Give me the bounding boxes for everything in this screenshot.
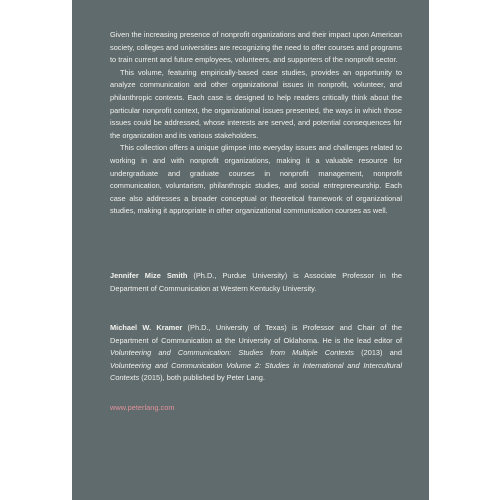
author-bio-kramer: [110, 322, 402, 385]
author-bio-text: (2015), both published by Peter Lang.: [139, 373, 265, 383]
description-paragraph: Given the increasing presence of nonprofit organizations and their impact upon American society, colleges and universities are recognizing the need to offer courses and programs to train current and future employees, volunteers, and supporters of the nonprofit sector.: [110, 30, 402, 65]
author-bio-smith: [110, 270, 402, 295]
author-name: Michael W. Kramer: [110, 323, 183, 332]
publisher-url[interactable]: www.peterlang.com: [110, 403, 175, 412]
book-title: Volunteering and Communication: Studies from Multiple Contexts: [110, 348, 354, 358]
author-bio-text: (2013) and: [353, 348, 402, 358]
author-bio-text: (Ph.D., Purdue University) is Associate Professor in the Department of Communication at Western Kentucky University.: [110, 271, 402, 293]
author-name: Jennifer Mize Smith: [110, 271, 188, 280]
back-cover: [72, 0, 429, 500]
book-title: Volunteering and Communication Volume 2: Studies in International and Intercultural Contexts: [110, 360, 402, 383]
description-paragraph: This collection offers a unique glimpse into everyday issues and challenges related to working in and with nonprofit organizations, making it a valuable resource for undergraduate and graduate courses in nonprofit management, nonprofit communication, voluntarism, philanthropic studies, and social entrepreneurship. Each case also addresses a broader conceptual or theoretical framework of organizational studies, making it appropriate in other organizational communication courses as well.: [110, 143, 402, 216]
book-description: [110, 29, 402, 218]
description-paragraph: This volume, featuring empirically-based case studies, provides an opportunity to analyze communication and other organizational issues in nonprofit, volunteer, and philanthropic contexts. Each case is designed to help readers critically think about the particular nonprofit context, the organizational issues presented, the ways in which those issues could be addressed, whose interests are served, and potential consequences for the organization and its various stakeholders.: [110, 67, 402, 140]
author-bio-text: (Ph.D., University of Texas) is Professor and Chair of the Department of Communication at the University of Oklahoma. He is the lead editor of: [110, 323, 403, 345]
